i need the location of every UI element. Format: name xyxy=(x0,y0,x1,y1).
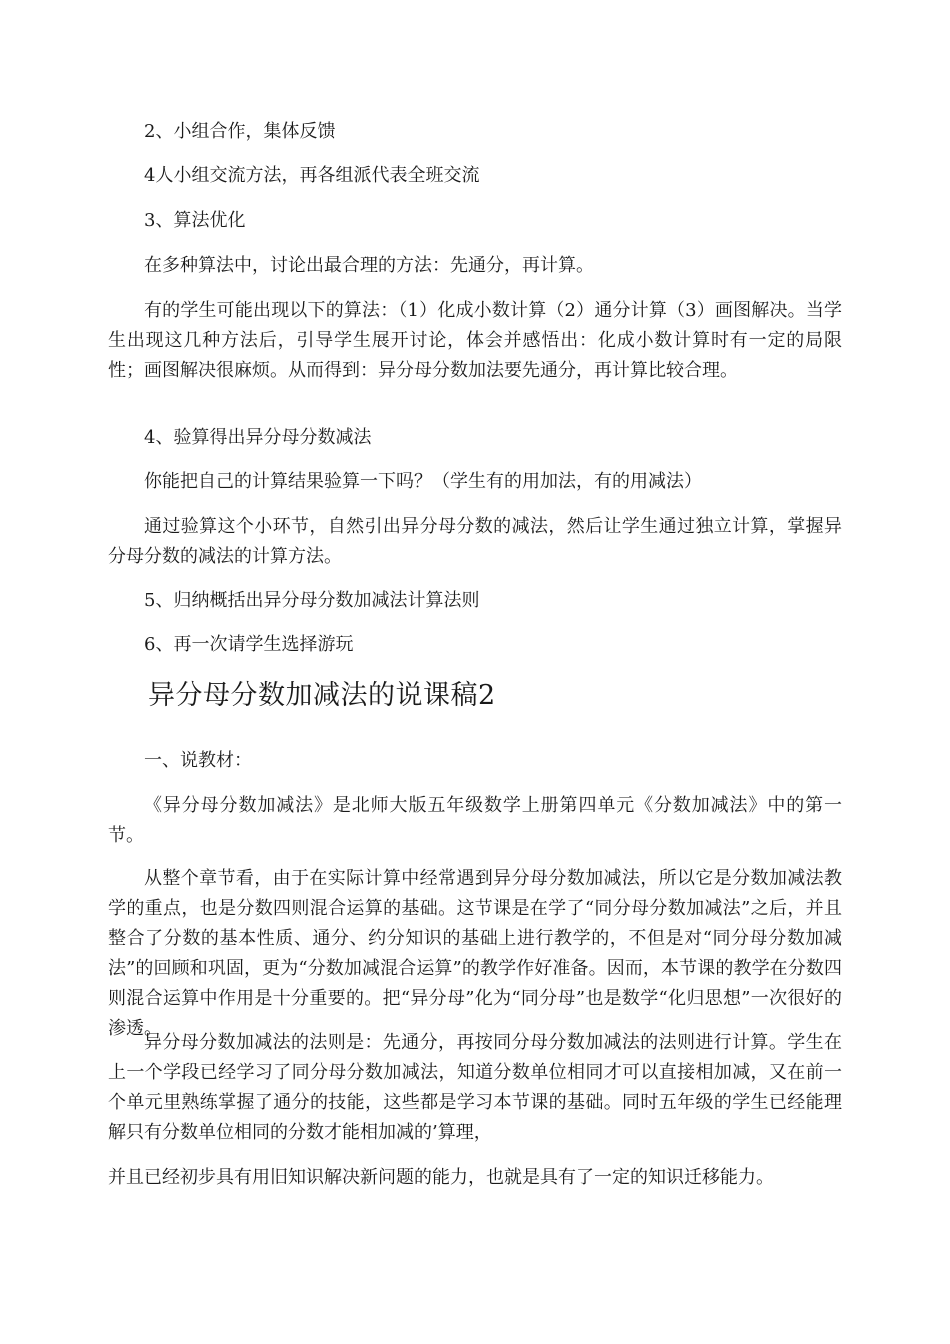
textbook-intro-paragraph: 《异分母分数加减法》是北师大版五年级数学上册第四单元《分数加减法》中的第一节。 xyxy=(108,795,842,846)
step-2-title: 2、小组合作，集体反馈 xyxy=(144,121,336,142)
section-1-title: 一、说教材： xyxy=(144,750,252,771)
step-3-title: 3、算法优化 xyxy=(144,210,246,231)
rule-paragraph: 异分母分数加减法的法则是：先通分，再按同分母分数加减法的法则进行计算。学生在上一个学段已经学习了同分母分数加减法，知道分数单位相同才可以直接相加减，又在前一个单元里熟练掌握了通分的技能，这些都是学习本节课的基础。同时五年级的学生已经能理解只有分数单位相同的分数才能相加减的’算理， xyxy=(108,1032,842,1143)
chapter-analysis-paragraph: 从整个章节看，由于在实际计算中经常遇到异分母分数加减法，所以它是分数加减法教学的重点，也是分数四则混合运算的基础。这节课是在学了“同分母分数加减法”之后，并且整合了分数的基本性质、通分、约分知识的基础上进行教学的，不但是对“同分母分数加减法”的回顾和巩固，更为“分数加减混合运算”的教学作好准备。因而，本节课的教学在分数四则混合运算中作用是十分重要的。把“异分母”化为“同分母”也是数学“化归思想”一次很好的渗透。 xyxy=(108,868,842,1039)
step-2-text: 4人小组交流方法，再各组派代表全班交流 xyxy=(144,165,480,186)
step-4-text: 通过验算这个小环节，自然引出异分母分数的减法，然后让学生通过独立计算，掌握异分母分数的减法的计算方法。 xyxy=(108,516,842,567)
step-6-title: 6、再一次请学生选择游玩 xyxy=(144,634,354,655)
step-5-title: 5、归纳概括出异分母分数加减法计算法则 xyxy=(144,590,480,611)
step-4-question: 你能把自己的计算结果验算一下吗？（学生有的用加法，有的用减法） xyxy=(144,471,702,492)
ability-paragraph: 并且已经初步具有用旧知识解决新问题的能力，也就是具有了一定的知识迁移能力。 xyxy=(108,1167,774,1188)
step-3-text: 在多种算法中，讨论出最合理的方法：先通分，再计算。 xyxy=(144,255,594,276)
step-4-title: 4、验算得出异分母分数减法 xyxy=(144,427,372,448)
algorithm-paragraph: 有的学生可能出现以下的算法：（1）化成小数计算（2）通分计算（3）画图解决。当学生出现这几种方法后，引导学生展开讨论，体会并感悟出：化成小数计算时有一定的局限性；画图解决很麻烦。从而得到：异分母分数加法要先通分，再计算比较合理。 xyxy=(108,300,842,381)
section-heading: 异分母分数加减法的说课稿2 xyxy=(148,680,496,711)
